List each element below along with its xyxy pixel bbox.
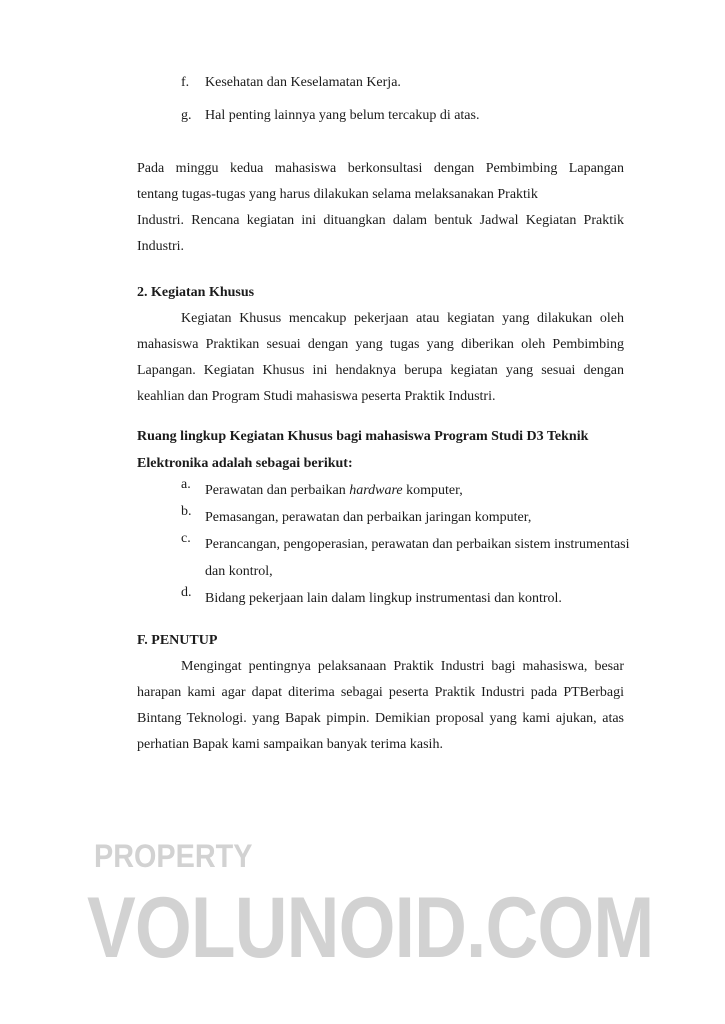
- list-marker: f.: [181, 75, 190, 90]
- list-item-text: Bidang pekerjaan lain dalam lingkup instrumentasi dan kontrol.: [205, 591, 562, 606]
- ruang-lingkup-heading: [137, 423, 624, 477]
- paragraph-minggu-kedua: [137, 156, 624, 260]
- text-line: Bintang Teknologi. yang Bapak pimpin. Demikian proposal yang kami ajukan, atas: [137, 711, 624, 726]
- list-item: [137, 504, 624, 531]
- document-body: [137, 0, 630, 758]
- text-line: Kegiatan Khusus mencakup pekerjaan atau kegiatan yang dilakukan oleh: [181, 311, 624, 326]
- list-item-text: Kesehatan dan Keselamatan Kerja.: [205, 75, 401, 90]
- list-marker: g.: [181, 108, 192, 123]
- text-line: Mengingat pentingnya pelaksanaan Praktik Industri bagi mahasiswa, besar: [181, 659, 624, 674]
- list-item-text: Pemasangan, perawatan dan perbaikan jaringan komputer,: [205, 510, 532, 525]
- list-item-text: [205, 477, 624, 504]
- list-item-text: Hal penting lainnya yang belum tercakup di atas.: [205, 108, 480, 123]
- list-marker: a.: [181, 477, 191, 492]
- watermark-property-text: PROPERTY: [94, 838, 253, 874]
- text-line: harapan kami agar dapat diterima sebagai peserta Praktik Industri pada PTBerbagi: [137, 685, 624, 700]
- list-item-text: dan kontrol,: [205, 564, 273, 579]
- paragraph-kegiatan-khusus: [137, 306, 624, 410]
- list-item: [137, 66, 624, 99]
- section-heading-kegiatan-khusus: 2. Kegiatan Khusus: [137, 285, 255, 300]
- watermark-site-text: VOLUNOID.COM: [87, 880, 654, 976]
- list-item: [137, 585, 624, 612]
- text-line: Industri.: [137, 239, 185, 254]
- text-line: keahlian dan Program Studi mahasiswa peserta Praktik Industri.: [137, 389, 496, 404]
- text-line: perhatian Bapak kami sampaikan banyak terima kasih.: [137, 737, 443, 752]
- paragraph-penutup: [137, 654, 624, 758]
- list-item: [137, 531, 630, 585]
- section-heading-penutup: F. PENUTUP: [137, 633, 218, 648]
- list-marker: b.: [181, 504, 192, 519]
- intro-lettered-list: [137, 66, 624, 132]
- list-marker: d.: [181, 585, 192, 600]
- text-segment: Perawatan dan perbaikan: [205, 483, 350, 498]
- text-line: mahasiswa Praktikan sesuai dengan yang tugas yang diberikan oleh Pembimbing: [137, 337, 624, 352]
- text-line: tentang tugas-tugas yang harus dilakukan selama melaksanakan Praktik: [137, 187, 538, 202]
- text-segment: komputer,: [402, 483, 463, 498]
- list-marker: c.: [181, 531, 191, 546]
- list-item-text: Perancangan, pengoperasian, perawatan dan perbaikan sistem instrumentasi: [205, 537, 630, 552]
- list-item: [137, 477, 624, 504]
- text-line: Pada minggu kedua mahasiswa berkonsultasi dengan Pembimbing Lapangan: [137, 161, 624, 176]
- text-line: Lapangan. Kegiatan Khusus ini hendaknya berupa kegiatan yang sesuai dengan: [137, 363, 624, 378]
- text-line: Industri. Rencana kegiatan ini dituangkan dalam bentuk Jadwal Kegiatan Praktik: [137, 213, 624, 228]
- text-line: Ruang lingkup Kegiatan Khusus bagi mahasiswa Program Studi D3 Teknik: [137, 429, 589, 444]
- italic-word-hardware: hardware: [349, 483, 403, 498]
- list-item: [137, 99, 624, 132]
- ruang-lingkup-list: [137, 477, 630, 612]
- text-line: Elektronika adalah sebagai berikut:: [137, 456, 353, 471]
